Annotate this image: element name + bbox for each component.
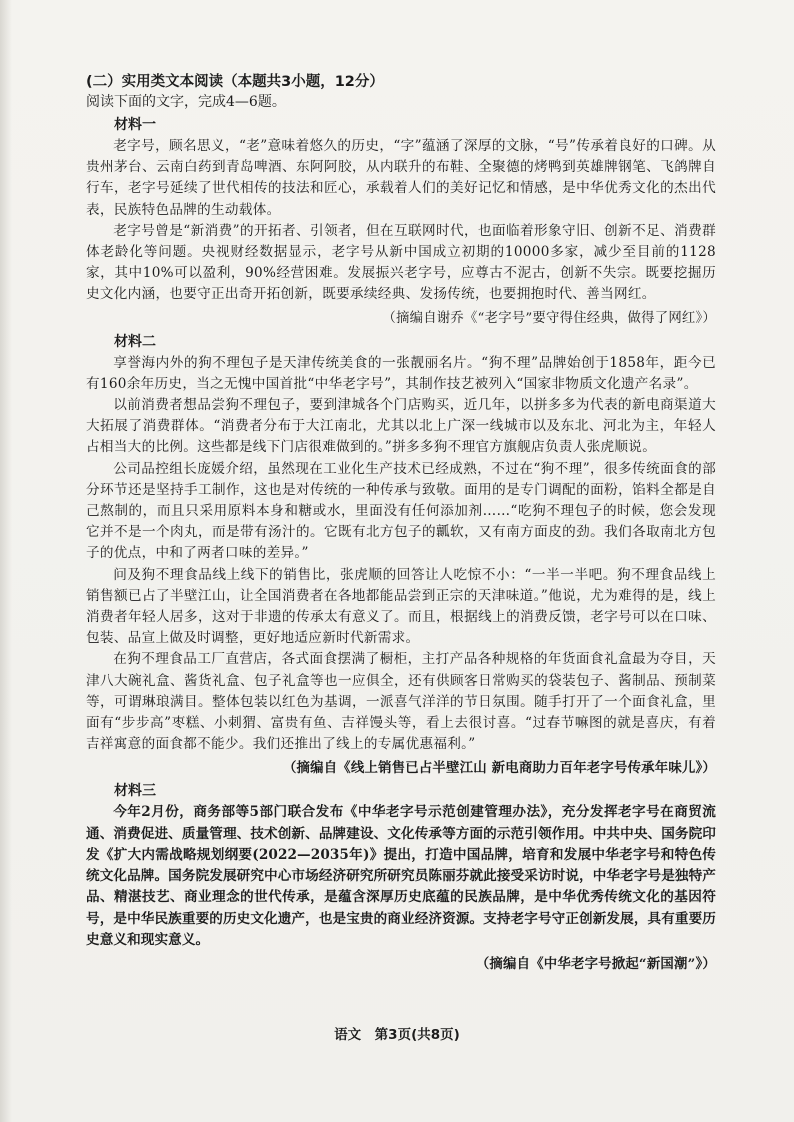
material-three-paragraph: 今年2月份，商务部等5部门联合发布《中华老字号示范创建管理办法》，充分发挥老字号在商贸流通、消费促进、质量管理、技术创新、品牌建设、文化传承等方面的示范引领作用。中共中央、国务院印发《扩大内需战略规划纲要(2022—2035年)》提出，打造中国品牌，培育和发展中华老字号和特色传统文化品牌。国务院发展研究中心市场经济研究所研究员陈丽芬就此接受采访时说，中华老字号是独特产品、精湛技艺、商业理念的世代传承，是蕴含深厚历史底蕴的民族品牌，是中华优秀传统文化的基因符号，是中华民族重要的历史文化遗产，也是宝贵的商业经济资源。支持老字号守正创新发展，具有重要历史意义和现实意义。 bbox=[86, 804, 716, 948]
material-one-title: 材料一 bbox=[114, 117, 156, 133]
material-two bbox=[86, 332, 716, 780]
material-three-title: 材料三 bbox=[114, 783, 156, 800]
material-two-paragraph: 以前消费者想品尝狗不理包子，要到津城各个门店购买，近几年，以拼多多为代表的新电商渠道大大拓展了消费群体。“消费者分布于大江南北，尤其以北上广深一线城市以及东北、河北为主，年轻人占相当大的比例。这些都是线下门店很难做到的。”拼多多狗不理官方旗舰店负责人张虎顺说。 bbox=[86, 397, 716, 456]
material-two-paragraph: 公司品控组长庞媛介绍，虽然现在工业化生产技术已经成熟，不过在“狗不理”，很多传统面食的部分环节还是坚持手工制作，这也是对传统的一种传承与致敬。面用的是专门调配的面粉，馅料全都是自己熬制的，而且只采用原料本身和糖或水，里面没有任何添加剂……“吃狗不理包子的时候，您会发现它并不是一个肉丸，而是带有汤汁的。它既有北方包子的瓤软，又有南方面皮的劲。我们各取南北方包子的优点，中和了两者口味的差异。” bbox=[86, 460, 716, 562]
material-three bbox=[86, 781, 716, 974]
scan-edge-shadow bbox=[0, 0, 12, 1122]
material-three-source: （摘编自《中华老字号掀起“新国潮”》） bbox=[475, 955, 716, 972]
section-heading: (二）实用类文本阅读（本题共3小题，12分） bbox=[86, 74, 384, 90]
section-instruction: 阅读下面的文字，完成4—6题。 bbox=[86, 94, 286, 110]
material-one-paragraph: 老字号曾是“新消费”的开拓者、引领者，但在互联网时代，也面临着形象守旧、创新不足、消费群体老龄化等问题。央视财经数据显示，老字号从新中国成立初期的10000多家，减少至目前的1128家，其中10%可以盈利，90%经营困难。发展振兴老字号，应尊古不泥古，创新不失宗。既要挖掘历史文化内涵，也要守正出奇开拓创新，既要承续经典、发扬传统，也要拥抱时代、善当网红。 bbox=[86, 222, 716, 303]
material-two-paragraph: 在狗不理食品工厂直营店，各式面食摆满了橱柜，主打产品各种规格的年货面食礼盒最为夺目，天津八大碗礼盒、酱货礼盒、包子礼盒等也一应俱全，还有供顾客日常购买的袋装包子、酱制品、预制菜等，可谓琳琅满目。整体包装以红色为基调，一派喜气洋洋的节日氛围。随手打开了一个面食礼盒，里面有“步步高”枣糕、小刺猬、富贵有鱼、吉祥馒头等，看上去很讨喜。“过春节嘛图的就是喜庆，有着吉祥寓意的面食都不能少。我们还推出了线上的专属优惠福利。” bbox=[86, 651, 716, 753]
material-one-paragraph: 老字号，顾名思义，“老”意味着悠久的历史，“字”蕴涵了深厚的文脉，“号”传承着良好的口碑。从贵州茅台、云南白药到青岛啤酒、东阿阿胶，从内联升的布鞋、全聚德的烤鸭到英雄牌钢笔、飞鸽牌自行车，老字号延续了世代相传的技法和匠心，承载着人们的美好记忆和情感，是中华优秀文化的杰出代表，民族特色品牌的生动载体。 bbox=[86, 138, 716, 218]
material-two-paragraph: 问及狗不理食品线上线下的销售比，张虎顺的回答让人吃惊不小：“一半一半吧。狗不理食品线上销售额已占了半壁江山，让全国消费者在各地都能品尝到正宗的天津味道。”他说，尤为难得的是，线上消费者年轻人居多，这对于非遗的传承太有意义了。而且，根据线上的消费反馈，老字号可以在口味、包装、品宣上做及时调整，更好地适应新时代新需求。 bbox=[86, 566, 716, 647]
material-two-source: （摘编自《线上销售已占半壁江山 新电商助力百年老字号传承年味儿》） bbox=[282, 760, 716, 777]
page-footer: 语文 第3页(共8页) bbox=[334, 1027, 460, 1043]
material-one bbox=[86, 115, 716, 330]
material-two-paragraph: 享誉海内外的狗不理包子是天津传统美食的一张靓丽名片。“狗不理”品牌始创于1858年，距今已有160余年历史，当之无愧中国首批“中华老字号”，其制作技艺被列入“国家非物质文化遗产名录”。 bbox=[86, 354, 716, 392]
material-two-title: 材料二 bbox=[114, 333, 156, 350]
material-one-source: （摘编自谢乔《“老字号”要守得住经典，做得了网红》） bbox=[382, 310, 716, 326]
